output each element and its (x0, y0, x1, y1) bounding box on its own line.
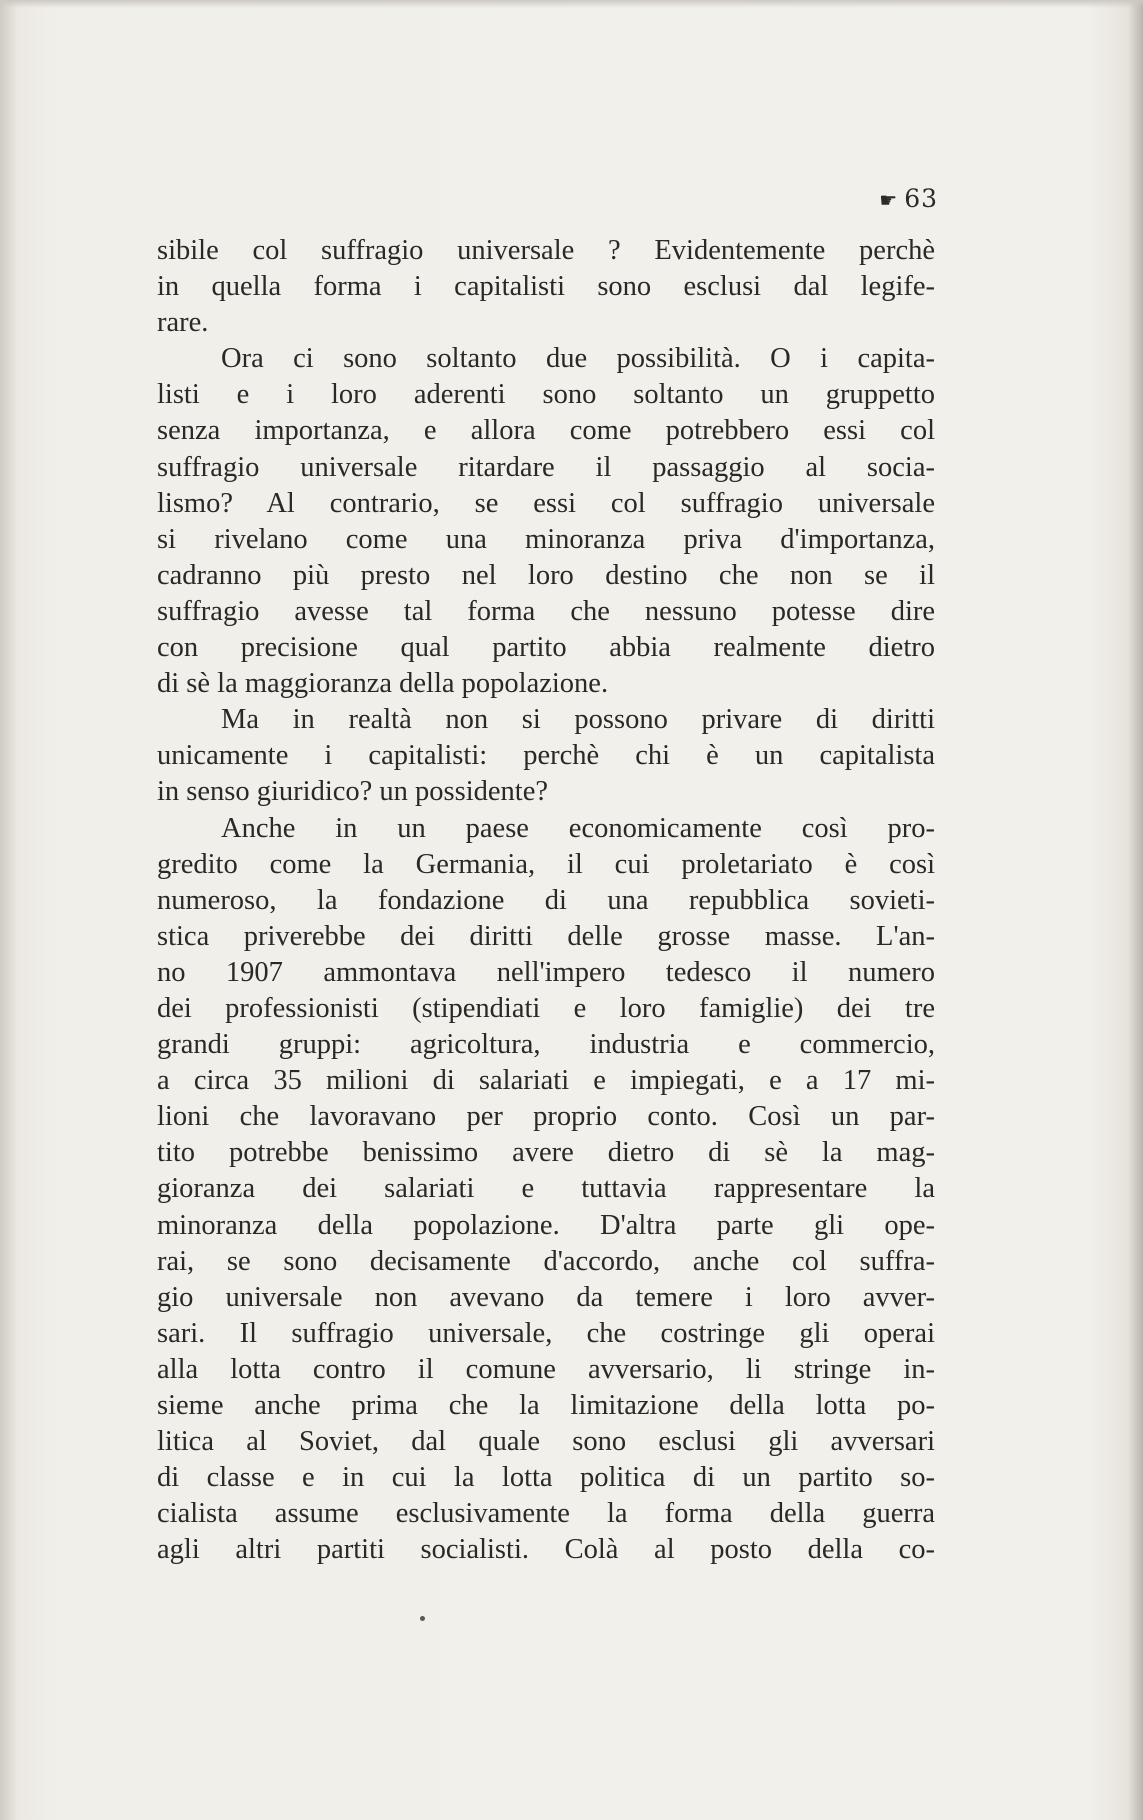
text-line: stica priverebbe dei diritti delle grosse masse. L'an- (157, 920, 935, 952)
text-line: di classe e in cui la lotta politica di un partito so- (157, 1462, 935, 1494)
text-line: sibile col suffragio universale ? Evidentemente perchè (157, 235, 935, 266)
text-line: suffragio avesse tal forma che nessuno potesse dire (157, 595, 935, 627)
text-line: gio universale non avevano da temere i loro avver- (157, 1281, 935, 1313)
text-line: cadranno più presto nel loro destino che non se il (157, 559, 935, 591)
page-number: 63 (904, 184, 938, 213)
text-line: di sè la maggioranza della popolazione. (157, 668, 609, 700)
text-line: Ma in realtà non si possono privare di diritti (221, 704, 935, 736)
text-line: tito potrebbe benissimo avere dietro di sè la mag- (157, 1137, 935, 1169)
text-line: litica al Soviet, dal quale sono esclusi gli avversari (157, 1426, 935, 1458)
text-line: no 1907 ammontava nell'impero tedesco il numero (157, 956, 935, 988)
text-line: in senso giuridico? un possidente? (157, 776, 549, 808)
text-line: gioranza dei salariati e tuttavia rappresentare la (157, 1173, 935, 1205)
text-line: minoranza della popolazione. D'altra parte gli ope- (157, 1209, 935, 1241)
body-text (157, 233, 935, 1568)
text-line: listi e i loro aderenti sono soltanto un gruppetto (157, 379, 935, 411)
text-line: Ora ci sono soltanto due possibilità. O i capita- (221, 343, 935, 375)
text-line: numeroso, la fondazione di una repubblica sovieti- (157, 884, 935, 916)
text-line: cialista assume esclusivamente la forma della guerra (157, 1498, 935, 1530)
pointing-hand-icon: ☛ (879, 188, 899, 212)
text-line: lismo? Al contrario, se essi col suffragio universale (157, 487, 935, 519)
text-line: si rivelano come una minoranza priva d'importanza, (157, 523, 935, 555)
text-line: dei professionisti (stipendiati e loro famiglie) dei tre (157, 992, 935, 1024)
page-header (879, 184, 938, 213)
text-line: gredito come la Germania, il cui proletariato è così (157, 848, 935, 880)
text-line: rai, se sono decisamente d'accordo, anche col suffra- (157, 1245, 935, 1277)
text-line: unicamente i capitalisti: perchè chi è un capitalista (157, 740, 935, 772)
text-line: senza importanza, e allora come potrebbero essi col (157, 415, 935, 447)
text-line: sari. Il suffragio universale, che costringe gli operai (157, 1317, 935, 1349)
text-line: in quella forma i capitalisti sono esclusi dal legife- (157, 271, 935, 303)
text-line: a circa 35 milioni di salariati e impiegati, e a 17 mi- (157, 1065, 935, 1097)
text-line: suffragio universale ritardare il passaggio al socia- (157, 451, 935, 483)
text-line: con precisione qual partito abbia realmente dietro (157, 632, 935, 664)
text-line: agli altri partiti socialisti. Colà al posto della co- (157, 1534, 935, 1566)
text-line: alla lotta contro il comune avversario, li stringe in- (157, 1353, 935, 1385)
text-line: grandi gruppi: agricoltura, industria e commercio, (157, 1029, 935, 1061)
text-line: sieme anche prima che la limitazione della lotta po- (157, 1390, 935, 1421)
text-line: Anche in un paese economicamente così pro- (221, 812, 935, 844)
text-line: lioni che lavoravano per proprio conto. Così un par- (157, 1101, 935, 1133)
ink-speck (420, 1616, 425, 1621)
text-line: rare. (157, 307, 209, 339)
